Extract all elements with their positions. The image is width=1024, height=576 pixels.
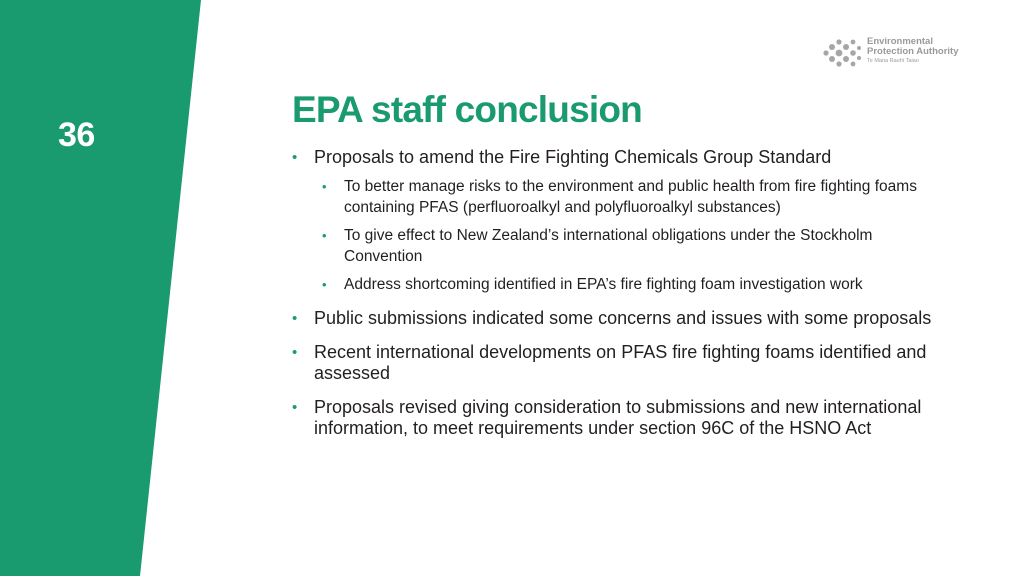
epa-logo [822, 37, 972, 69]
sub-bullet-text: To give effect to New Zealand’s international obligations under the Stockholm Convention [344, 227, 873, 265]
bullet-item [292, 342, 942, 384]
bullet-item [292, 397, 942, 439]
sub-bullet-list [322, 176, 942, 295]
bullet-item [292, 147, 942, 295]
bullet-dot-icon: • [322, 179, 327, 194]
epa-logo-text [867, 37, 958, 66]
bullet-text: Recent international developments on PFAS fire fighting foams identified and assessed [314, 342, 927, 383]
logo-line-3: Te Mana Rauhī Taiao [867, 58, 919, 64]
slide-number: 36 [58, 116, 95, 154]
bullet-text: Public submissions indicated some concerns and issues with some proposals [314, 308, 932, 328]
green-band-shape [0, 0, 201, 576]
epa-logo-icon [822, 37, 862, 69]
sub-bullet-text: To better manage risks to the environment and public health from fire fighting foams containing PFAS (perfluoroalkyl and polyfluoroalkyl substances) [344, 178, 917, 216]
logo-line-2: Protection Authority [867, 46, 959, 57]
bullet-dot-icon: • [292, 149, 298, 166]
slide-title: EPA staff conclusion [292, 89, 642, 130]
bullet-item [292, 308, 942, 329]
bullet-dot-icon: • [292, 399, 298, 416]
bullet-dot-icon: • [322, 228, 327, 243]
bullet-dot-icon: • [292, 310, 298, 327]
bullet-dot-icon: • [292, 344, 298, 361]
bullet-list [292, 147, 942, 439]
sub-bullet-item [322, 225, 942, 267]
sub-bullet-text: Address shortcoming identified in EPA’s fire fighting foam investigation work [344, 276, 863, 293]
slide-content [292, 147, 942, 452]
bullet-text: Proposals revised giving consideration to submissions and new international information, to meet requirements under section 96C of the HSNO Act [314, 397, 922, 438]
bullet-dot-icon: • [322, 277, 327, 292]
sub-bullet-item [322, 274, 942, 295]
sub-bullet-item [322, 176, 942, 218]
logo-line-1: Environmental [867, 36, 933, 47]
bullet-text: Proposals to amend the Fire Fighting Chemicals Group Standard [314, 147, 832, 167]
